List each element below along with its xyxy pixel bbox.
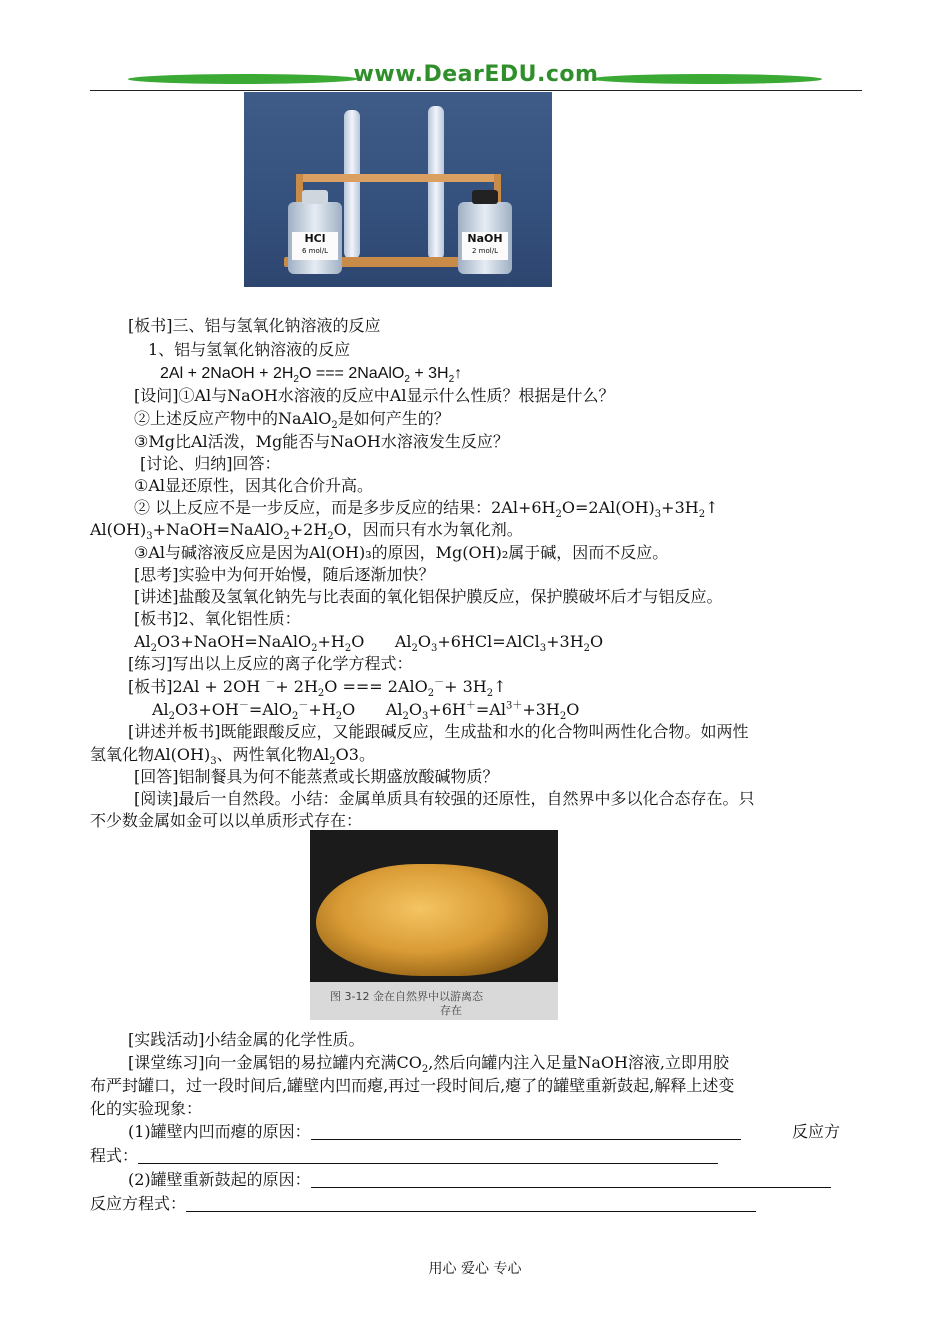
site-logo[interactable]: www.DearEDU.com [353, 62, 599, 87]
text-line: 不少数金属如金可以以单质形式存在： [90, 811, 363, 830]
text-line: [回答]铝制餐具为何不能蒸煮或长期盛放酸碱物质？ [134, 767, 499, 786]
question-2-eq [90, 1194, 756, 1214]
page-footer: 用心 爱心 专心 [428, 1261, 522, 1277]
experiment-photo [244, 92, 552, 287]
text-line: ③Mg比Al活泼，Mg能否与NaOH水溶液发生反应？ [134, 432, 509, 451]
text-line: [阅读]最后一自然段。小结：金属单质具有较强的还原性，自然界中多以化合态存在。只 [134, 789, 755, 808]
text-line: [思考]实验中为何开始慢，随后逐渐加快？ [134, 565, 435, 584]
bottle-label-name: NaOH [467, 232, 503, 245]
gold-nugget-photo [310, 830, 558, 1020]
equation-line: 2Al + 2NaOH + $2H_2O$ === 2NaAlO$_2$ + $3H_2↑$ [160, 365, 463, 386]
text-line: [板书]三、铝与氢氧化钠溶液的反应 [128, 316, 381, 335]
figure-caption [330, 990, 550, 1018]
text-line: [讲述]盐酸及氢氧化钠先与比表面的氧化铝保护膜反应，保护膜破坏后才与铝反应。 [134, 587, 723, 606]
text-line: [实践活动]小结金属的化学性质。 [128, 1030, 365, 1049]
test-tube-left [344, 110, 360, 260]
bottle-label-conc: 6 mol/L [302, 247, 328, 255]
rack-top-bar [296, 174, 501, 182]
text-line: ② 以上反应不是一步反应，而是多步反应的结果：$2Al+6H_2O=2Al(OH)_3+3H_2↑$ [134, 498, 719, 521]
bottle-label [292, 232, 338, 260]
question-1-eq-label: 程式： [90, 1146, 139, 1165]
header-rule [90, 90, 862, 92]
answer-blank-1[interactable] [311, 1123, 741, 1140]
question-2 [128, 1170, 831, 1190]
answer-blank-4[interactable] [186, 1195, 756, 1212]
bottle-label-conc: 2 mol/L [472, 247, 498, 255]
naoh-bottle [458, 202, 512, 274]
question-2-label: (2)罐壁重新鼓起的原因： [128, 1170, 311, 1189]
caption-line: 存在 [440, 1004, 462, 1017]
question-1-eq [90, 1146, 718, 1166]
text-line: 布严封罐口，过一段时间后,罐壁内凹而瘪,再过一段时间后,瘪了的罐壁重新鼓起,解释上述变 [90, 1076, 735, 1095]
test-tube-right [428, 106, 444, 261]
text-line: ③Al与碱溶液反应是因为Al(OH)₃的原因，Mg(OH)₂属于碱，因而不反应。 [134, 543, 669, 562]
gold-nugget [316, 864, 548, 976]
text-line: [讨论、归纳]回答： [140, 454, 281, 473]
header-banner [90, 60, 862, 94]
text-line: 化的实验现象： [90, 1099, 203, 1118]
text-line: ②上述反应产物中的NaAlO$_2$是如何产生的？ [134, 409, 450, 432]
text-line: 1、铝与氢氧化钠溶液的反应 [148, 340, 351, 359]
text-line: [练习]写出以上反应的离子化学方程式： [128, 654, 413, 673]
equation-line: $Al_2O3+OH^-=AlO_2^-+H_2O$ $Al_2O_3+6H^+=Al^{3+}+3H_2O$ [152, 700, 580, 723]
answer-blank-2[interactable] [138, 1147, 718, 1164]
caption-line: 图 3-12 金在自然界中以游离态 [330, 990, 483, 1003]
hcl-bottle [288, 202, 342, 274]
equation-line: [板书]2Al + 2OH $^-+ 2H_2O$ === $2AlO_2^-+ 3H_2↑$ [128, 677, 507, 700]
bottle-cap [302, 190, 328, 204]
question-1-label: (1)罐壁内凹而瘪的原因： [128, 1122, 311, 1141]
text-line: [板书]2、氧化铝性质： [134, 609, 301, 628]
bottle-cap [472, 190, 498, 204]
text-line: [课堂练习]向一金属铝的易拉罐内充满$CO_2$,然后向罐内注入足量NaOH溶液,立即用胶 [128, 1053, 730, 1076]
text-line: 氢氧化物$Al(OH)_3$、两性氧化物$Al_2O3$。 [90, 745, 375, 768]
text-line: [设问]①Al与NaOH水溶液的反应中Al显示什么性质？根据是什么？ [134, 386, 615, 405]
question-2-eq-label: 反应方程式： [90, 1194, 187, 1213]
question-1 [128, 1122, 741, 1142]
answer-blank-3[interactable] [311, 1171, 831, 1188]
text-line: [讲述并板书]既能跟酸反应，又能跟碱反应，生成盐和水的化合物叫两性化合物。如两性 [128, 722, 749, 741]
text-line: $Al(OH)_3+NaOH=NaAlO_2+2H_2O$，因而只有水为氧化剂。 [90, 520, 523, 543]
text-line: 反应方 [792, 1122, 841, 1141]
bottle-label [462, 232, 508, 260]
bottle-label-name: HCl [304, 232, 326, 245]
equation-line: $Al_2O3+NaOH=NaAlO_2+H_2O$ $Al_2O_3+6HCl=AlCl_3+3H_2O$ [134, 632, 604, 655]
text-line: ①Al显还原性，因其化合价升高。 [134, 476, 374, 495]
